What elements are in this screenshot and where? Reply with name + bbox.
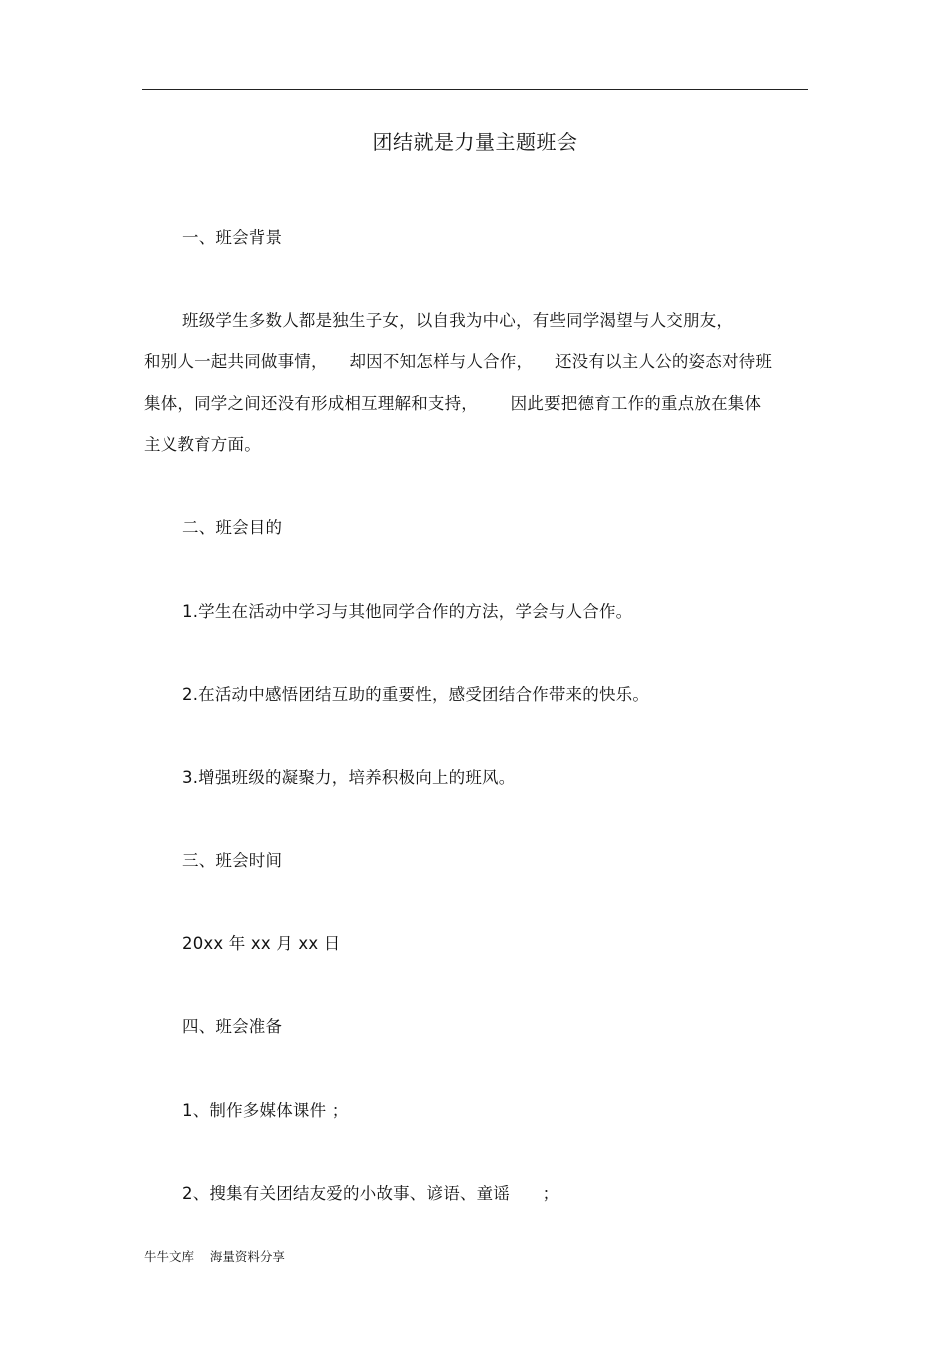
document-title: 团结就是力量主题班会 [372,130,578,154]
meeting-date: 20xx 年 xx 月 xx 日 [182,934,341,953]
section-heading-preparation: 四、班会准备 [182,1017,283,1036]
paragraph-line: 班级学生多数人都是独生子女，以自我为中心，有些同学渴望与人交朋友， [182,311,734,330]
paragraph-line: 集体，同学之间还没有形成相互理解和支持， 因此要把德育工作的重点放在集体 [144,394,762,413]
prep-item: 1、制作多媒体课件 ； [182,1101,349,1120]
paragraph-line: 主义教育方面。 [144,435,261,454]
section-heading-time: 三、班会时间 [182,851,283,870]
goal-item: 3.增强班级的凝聚力，培养积极向上的班风。 [182,768,516,787]
prep-item: 2、搜集有关团结友爱的小故事、谚语、童谣 ； [182,1184,560,1203]
section-heading-background: 一、班会背景 [182,228,283,247]
section-heading-purpose: 二、班会目的 [182,518,283,537]
page-footer: 牛牛文库 海量资料分享 [144,1249,285,1264]
paragraph-line: 和别人一起共同做事情， 却因不知怎样与人合作， 还没有以主人公的姿态对待班 [144,352,773,371]
goal-item: 1.学生在活动中学习与其他同学合作的方法，学会与人合作。 [182,602,633,621]
goal-item: 2.在活动中感悟团结互助的重要性，感受团结合作带来的快乐。 [182,685,650,704]
header-rule [142,89,808,90]
